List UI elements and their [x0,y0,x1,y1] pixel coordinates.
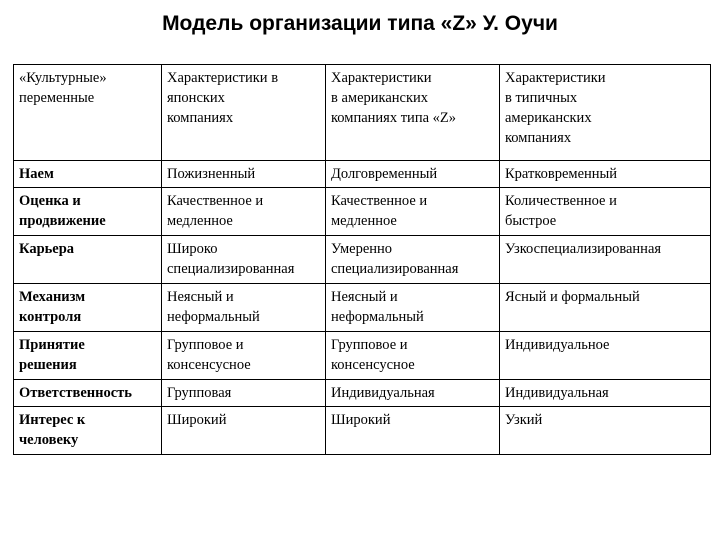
table-row [14,161,711,188]
table-row [14,236,711,284]
row-label: Механизм контроля [14,284,162,332]
table-cell: Широкий [326,407,500,455]
page-title: Модель организации типа «Z» У. Оучи [162,12,558,35]
row-label: Наем [14,161,162,188]
table-cell: Качественное и медленное [326,188,500,236]
table-cell: Широкий [162,407,326,455]
table-row [14,407,711,455]
table-cell: Групповая [162,380,326,407]
table-cell: Количественное и быстрое [500,188,711,236]
table-cell: Групповое и консенсусное [162,332,326,380]
header-american-z-companies: Характеристики в американских компаниях типа «Z» [326,65,500,161]
table-cell: Кратковременный [500,161,711,188]
table-cell: Индивидуальное [500,332,711,380]
table-cell: Индивидуальная [500,380,711,407]
table-cell: Групповое и консенсусное [326,332,500,380]
header-japanese-companies: Характеристики в японских компаниях [162,65,326,161]
table-cell: Неясный и неформальный [326,284,500,332]
table-row [14,284,711,332]
table-cell: Индивидуальная [326,380,500,407]
table-cell: Ясный и формальный [500,284,711,332]
table-cell: Узкий [500,407,711,455]
table-cell: Узкоспециализированная [500,236,711,284]
comparison-table [13,64,711,455]
header-typical-american-companies: Характеристики в типичных американских компаниях [500,65,711,161]
table-cell: Неясный и неформальный [162,284,326,332]
table-row [14,332,711,380]
table-cell: Долговременный [326,161,500,188]
table-row [14,380,711,407]
table-cell: Широко специализированная [162,236,326,284]
table-cell: Качественное и медленное [162,188,326,236]
table-header-row [14,65,711,161]
row-label: Оценка и продвижение [14,188,162,236]
header-cultural-variables: «Культурные» переменные [14,65,162,161]
row-label: Принятие решения [14,332,162,380]
row-label: Карьера [14,236,162,284]
table-cell: Умеренно специализированная [326,236,500,284]
row-label: Ответственность [14,380,162,407]
table-cell: Пожизненный [162,161,326,188]
row-label: Интерес к человеку [14,407,162,455]
table-row [14,188,711,236]
